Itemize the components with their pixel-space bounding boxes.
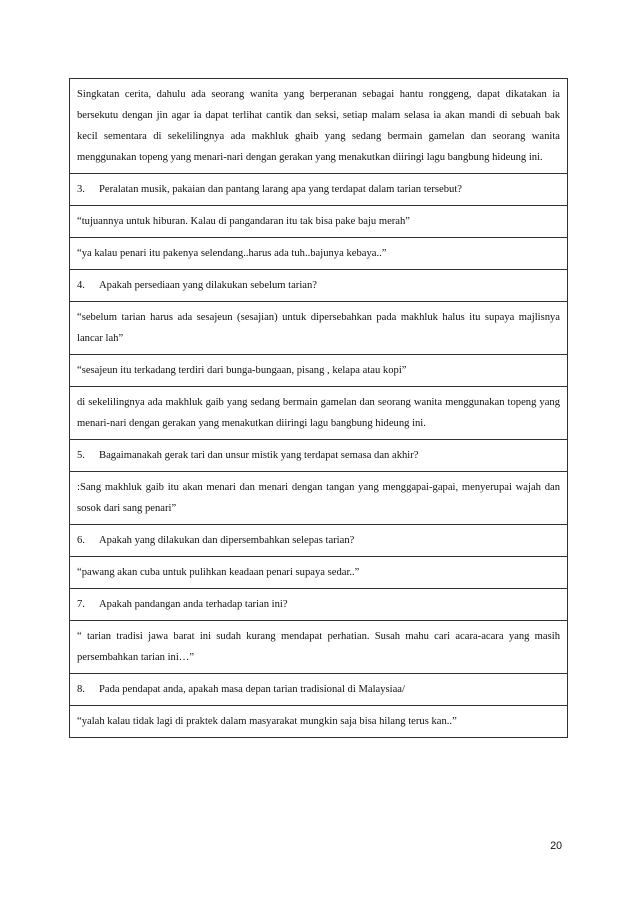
answer-cell [70, 472, 568, 525]
question-row [70, 440, 568, 472]
question-text: Bagaimanakah gerak tari dan unsur mistik yang terdapat semasa dan akhir? [99, 450, 419, 461]
question-text: Pada pendapat anda, apakah masa depan tarian tradisional di Malaysiaa/ [99, 684, 405, 695]
question-number: 6. [77, 535, 85, 546]
answer-cell [70, 706, 568, 738]
answer-text: Singkatan cerita, dahulu ada seorang wanita yang berperanan sebagai hantu ronggeng, dapat dikatakan ia bersekutu dengan jin agar ia dapat terlihat cantik dan seksi, setiap malam selasa ia akan mandi di sebuah bak kecil sementara di sekelilingnya ada makhluk ghaib yang sedang bermain gamelan dan seorang wanita menggunakan topeng yang menari-nari dengan gerakan yang menakutkan diiringi lagu bangbung hideung ini. [77, 89, 560, 163]
answer-row [70, 302, 568, 355]
answer-cell [70, 79, 568, 174]
answer-text: :Sang makhluk gaib itu akan menari dan menari dengan tangan yang menggapai-gapai, menyerupai wajah dan sosok dari sang penari” [77, 482, 560, 514]
question-cell [70, 674, 568, 706]
answer-row [70, 472, 568, 525]
answer-text: “sesajeun itu terkadang terdiri dari bunga-bungaan, pisang , kelapa atau kopi” [77, 365, 407, 376]
question-cell [70, 174, 568, 206]
question-text: Apakah persediaan yang dilakukan sebelum tarian? [99, 280, 317, 291]
question-number: 7. [77, 599, 85, 610]
answer-row [70, 557, 568, 589]
question-number: 5. [77, 450, 85, 461]
answer-row [70, 206, 568, 238]
answer-text: di sekelilingnya ada makhluk gaib yang sedang bermain gamelan dan seorang wanita menggunakan topeng yang menari-nari dengan gerakan yang menakutkan diiringi lagu bangbung hideung ini. [77, 397, 560, 429]
question-row [70, 589, 568, 621]
answer-row [70, 621, 568, 674]
question-cell [70, 440, 568, 472]
answer-cell [70, 238, 568, 270]
answer-cell [70, 557, 568, 589]
answer-text: “sebelum tarian harus ada sesajeun (sesajian) untuk dipersebahkan pada makhluk halus itu supaya majlisnya lancar lah” [77, 312, 560, 344]
answer-row [70, 387, 568, 440]
answer-cell [70, 206, 568, 238]
question-text: Apakah pandangan anda terhadap tarian ini? [99, 599, 288, 610]
question-text: Peralatan musik, pakaian dan pantang larang apa yang terdapat dalam tarian tersebut? [99, 184, 462, 195]
question-number: 8. [77, 684, 85, 695]
question-row [70, 270, 568, 302]
answer-row [70, 706, 568, 738]
question-row [70, 174, 568, 206]
page-number: 20 [550, 840, 562, 852]
answer-cell [70, 302, 568, 355]
answer-row [70, 238, 568, 270]
answer-text: “pawang akan cuba untuk pulihkan keadaan penari supaya sedar..” [77, 567, 360, 578]
answer-text: “tujuannya untuk hiburan. Kalau di pangandaran itu tak bisa pake baju merah” [77, 216, 410, 227]
answer-text: “ tarian tradisi jawa barat ini sudah kurang mendapat perhatian. Susah mahu cari acara-acara yang masih persembahkan tarian ini…” [77, 631, 560, 663]
answer-text: “yalah kalau tidak lagi di praktek dalam masyarakat mungkin saja bisa hilang terus kan..” [77, 716, 457, 727]
question-number: 4. [77, 280, 85, 291]
answer-text: “ya kalau penari itu pakenya selendang..harus ada tuh..bajunya kebaya..” [77, 248, 387, 259]
answer-row [70, 355, 568, 387]
question-row [70, 674, 568, 706]
question-cell [70, 270, 568, 302]
answer-row [70, 79, 568, 174]
question-row [70, 525, 568, 557]
interview-table-body [70, 79, 568, 738]
question-cell [70, 589, 568, 621]
question-cell [70, 525, 568, 557]
answer-cell [70, 355, 568, 387]
answer-cell [70, 621, 568, 674]
question-text: Apakah yang dilakukan dan dipersembahkan selepas tarian? [99, 535, 355, 546]
answer-cell [70, 387, 568, 440]
question-number: 3. [77, 184, 85, 195]
interview-table [69, 78, 568, 738]
